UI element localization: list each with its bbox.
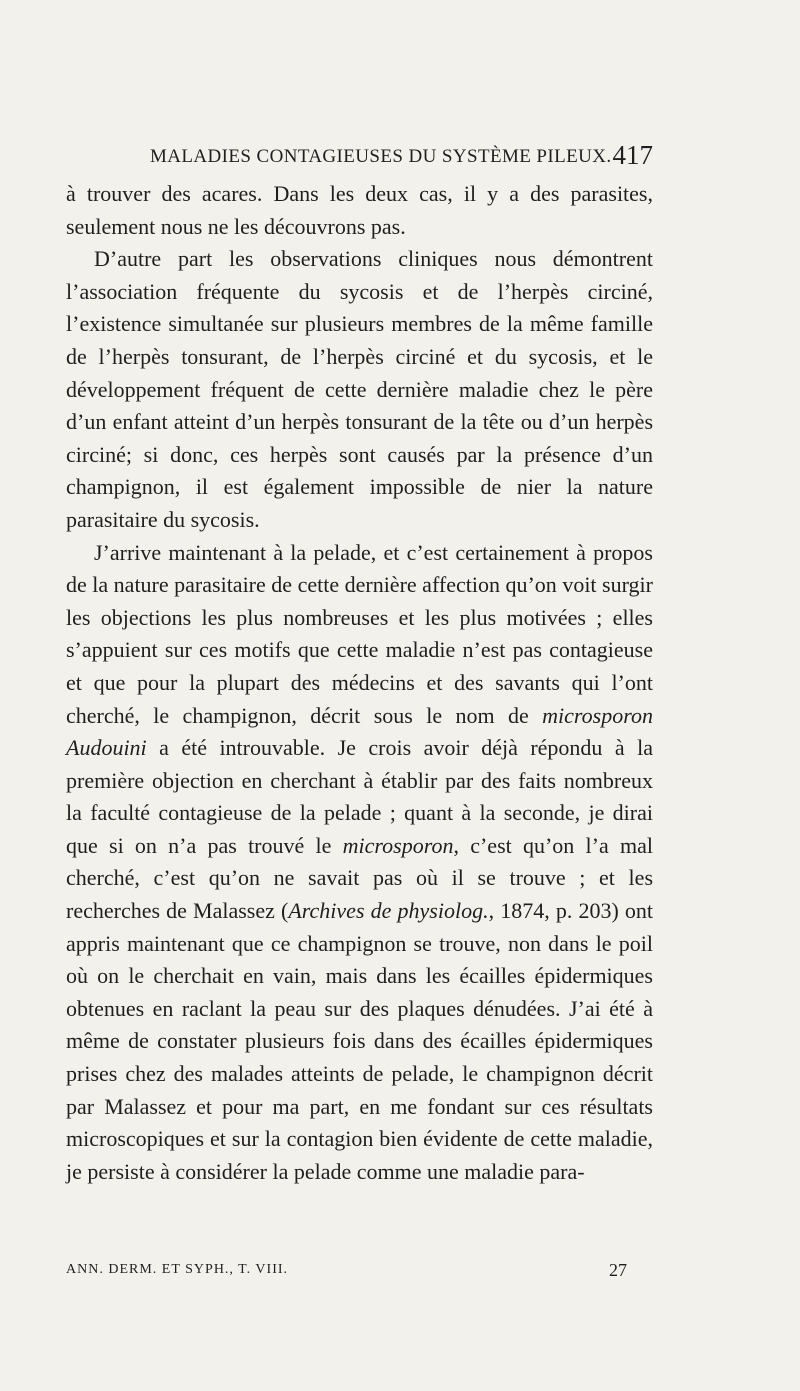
paragraph-text: D’autre part les observations cliniques nous démontrent l’association fréquente du sycosis et de l’herpès circiné, l’existence simultanée sur plusieurs membres de la même famille de l’herpès tonsurant, de l’herpès circiné et du sycosis, et le développement fréquent de cette dernière maladie chez le père d’un enfant atteint d’un herpès tonsurant de la tête ou d’un herpès circiné; si donc, ces herpès sont causés par la présence d’un champignon, il est également impossible de nier la nature parasitaire du sycosis.: [66, 246, 653, 532]
paragraph-pelade: [66, 537, 653, 1189]
page-number: 417: [612, 140, 653, 170]
body-text: [66, 178, 653, 1188]
footer: [66, 1262, 642, 1286]
paragraph-text-start: J’arrive maintenant à la pelade, et c’est certainement à propos de la nature parasitaire de cette dernière affection qu’on voit surgir les objections les plus nombreuses et les plus motivées ; elles s’appuient sur ces motifs que cette maladie n’est pas contagieuse et que pour la plupart des médecins et des savants qui l’ont cherché, le champignon, décrit sous le nom de: [66, 539, 653, 728]
paragraph-continuation: [66, 178, 653, 243]
italic-microsporon-audouini: microsporon Audouini: [66, 702, 653, 761]
running-title: MALADIES CONTAGIEUSES DU SYSTÈME PILEUX.: [150, 146, 612, 167]
paragraph-text-end: , 1874, p. 203) ont appris maintenant que ce champignon se trouve, non dans le poil où on le cherchait en vain, mais dans les écailles épidermiques obtenues en raclant la peau sur des plaques dénudées. J’ai été à même de constater plusieurs fois dans des écailles épidermiques prises chez des malades atteints de pelade, le champignon décrit par Malassez et pour ma part, en me fondant sur ces résultats microscopiques et sur la contagion bien évidente de cette maladie, je persiste à considérer la pelade comme une maladie para-: [66, 898, 654, 1184]
printer-signature: ANN. DERM. ET SYPH., T. VIII.: [66, 1262, 289, 1277]
sheet-number: 27: [609, 1260, 627, 1280]
paragraph-text-middle-2: , c’est qu’on l’a mal cherché, c’est qu’on ne savait pas où il se trouve ; et les recherches de Malassez (: [66, 832, 653, 924]
paragraph-sycosis: [66, 243, 653, 536]
italic-archives-de-physiologie: Archives de physiolog.: [288, 898, 489, 924]
paragraph-text: à trouver des acares. Dans les deux cas, il y a des parasites, seulement nous ne les découvrons pas.: [66, 181, 653, 239]
running-head: [150, 140, 653, 176]
italic-microsporon: microsporon: [342, 832, 454, 858]
paragraph-text-middle: a été introuvable. Je crois avoir déjà répondu à la première objection en cherchant à établir par des faits nombreux la faculté contagieuse de la pelade ; quant à la seconde, je dirai que si on n’a pas trouvé le: [66, 735, 653, 858]
